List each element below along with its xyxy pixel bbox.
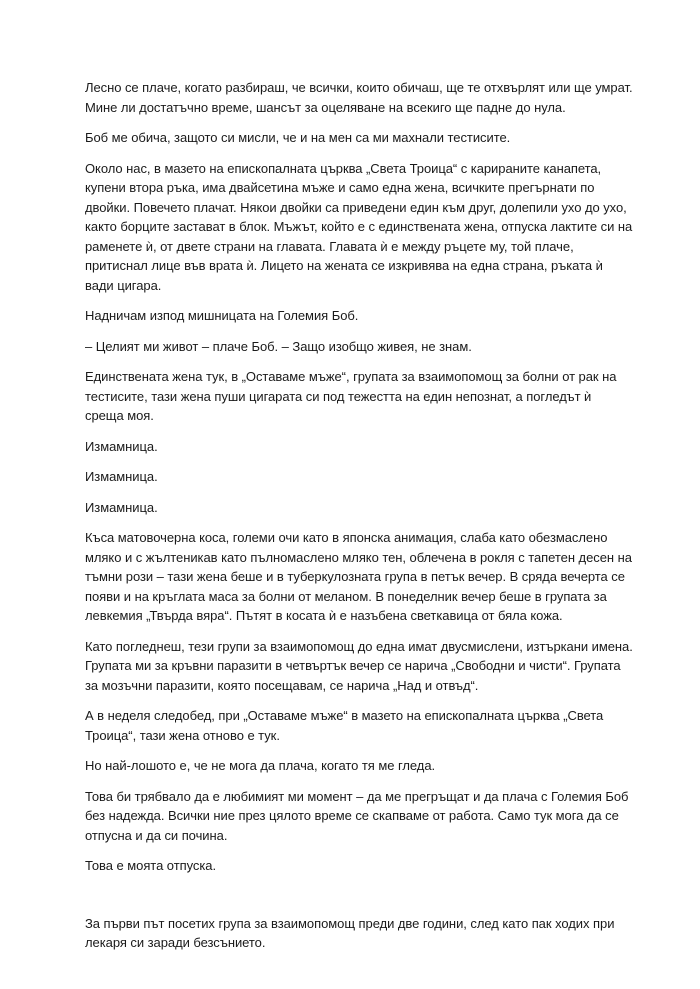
paragraph-16: За първи път посетих група за взаимопомощ преди две години, след като пак ходих при лекаря си заради безсънието. bbox=[85, 915, 615, 950]
paragraph-10: Къса матовочерна коса, големи очи като в японска анимация, слаба като обезмаслено мляко и с жълтеникав като пълномаслено мляко тен, облечена в рокля с тапетен десен на тъмни рози – тази жена беше и в туберкулозната група в петък вечер. В сряда вечерта се появи и на кръглата маса за болни от меланом. В понеделник вечер беше в групата за левкемия „Твърда вяра“. Пътят в косата ѝ е назъбена светкавица от бяла кожа. bbox=[85, 530, 632, 623]
paragraph-1: Лесно се плаче, когато разбираш, че всички, които обичаш, ще те отхвърлят или ще умрат. Мине ли достатъчно време, шансът за оцеляване на всекиго ще падне до нула. bbox=[85, 80, 633, 115]
paragraph-7: Измамница. bbox=[85, 438, 158, 454]
paragraph-2: Боб ме обича, защото си мисли, че и на мен са ми махнали тестисите. bbox=[85, 130, 511, 145]
document-body bbox=[85, 78, 633, 964]
paragraph-5: – Целият ми живот – плаче Боб. – Защо изобщо живея, не знам. bbox=[85, 338, 472, 354]
paragraph-4: Надничам изпод мишницата на Големия Боб. bbox=[85, 308, 359, 323]
paragraph-9: Измамница. bbox=[85, 499, 158, 515]
paragraph-15: Това е моята отпуска. bbox=[85, 858, 217, 873]
paragraph-11: Като погледнеш, тези групи за взаимопомощ до една имат двусмислени, изтъркани имена. Групата ми за кръвни паразити в четвъртък вечер се нарича „Свободни и чисти“. Групата за мозъчни паразити, която посещавам, се нарича „Над и отвъд“. bbox=[85, 638, 633, 693]
paragraph-13: Но най-лошото е, че не мога да плача, когато тя ме гледа. bbox=[85, 758, 436, 773]
paragraph-12: А в неделя следобед, при „Оставаме мъже“ в мазето на епископалната църква „Света Троица“, тази жена отново е тук. bbox=[85, 708, 604, 743]
paragraph-3: Около нас, в мазето на епископалната църква „Света Троица“ с карираните канапета, купени втора ръка, има двайсетина мъже и само една жена, всичките прегърнати по двойки. Повечето плачат. Някои двойки са приведени един към друг, долепили ухо до ухо, както борците застават в блок. Мъжът, който е с единствената жена, отпуска лактите си на раменете ѝ, от двете страни на главата. Главата ѝ е между ръцете му, той плаче, притиснал лице във врата ѝ. Лицето на жената се изкривява на една страна, ръката ѝ вади цигара. bbox=[85, 160, 633, 293]
paragraph-6: Единствената жена тук, в „Оставаме мъже“, групата за взаимопомощ за болни от рак на тестисите, тази жена пуши цигарата си под тежестта на един непознат, а погледът ѝ среща моя. bbox=[85, 369, 617, 423]
paragraph-8: Измамница. bbox=[85, 469, 158, 484]
paragraph-14: Това би трябвало да е любимият ми момент – да ме прегръщат и да плача с Големия Боб без надежда. Всички ние през цялото време се скапваме от работа. Само тук мога да се отпусна и да си почина. bbox=[85, 788, 629, 843]
